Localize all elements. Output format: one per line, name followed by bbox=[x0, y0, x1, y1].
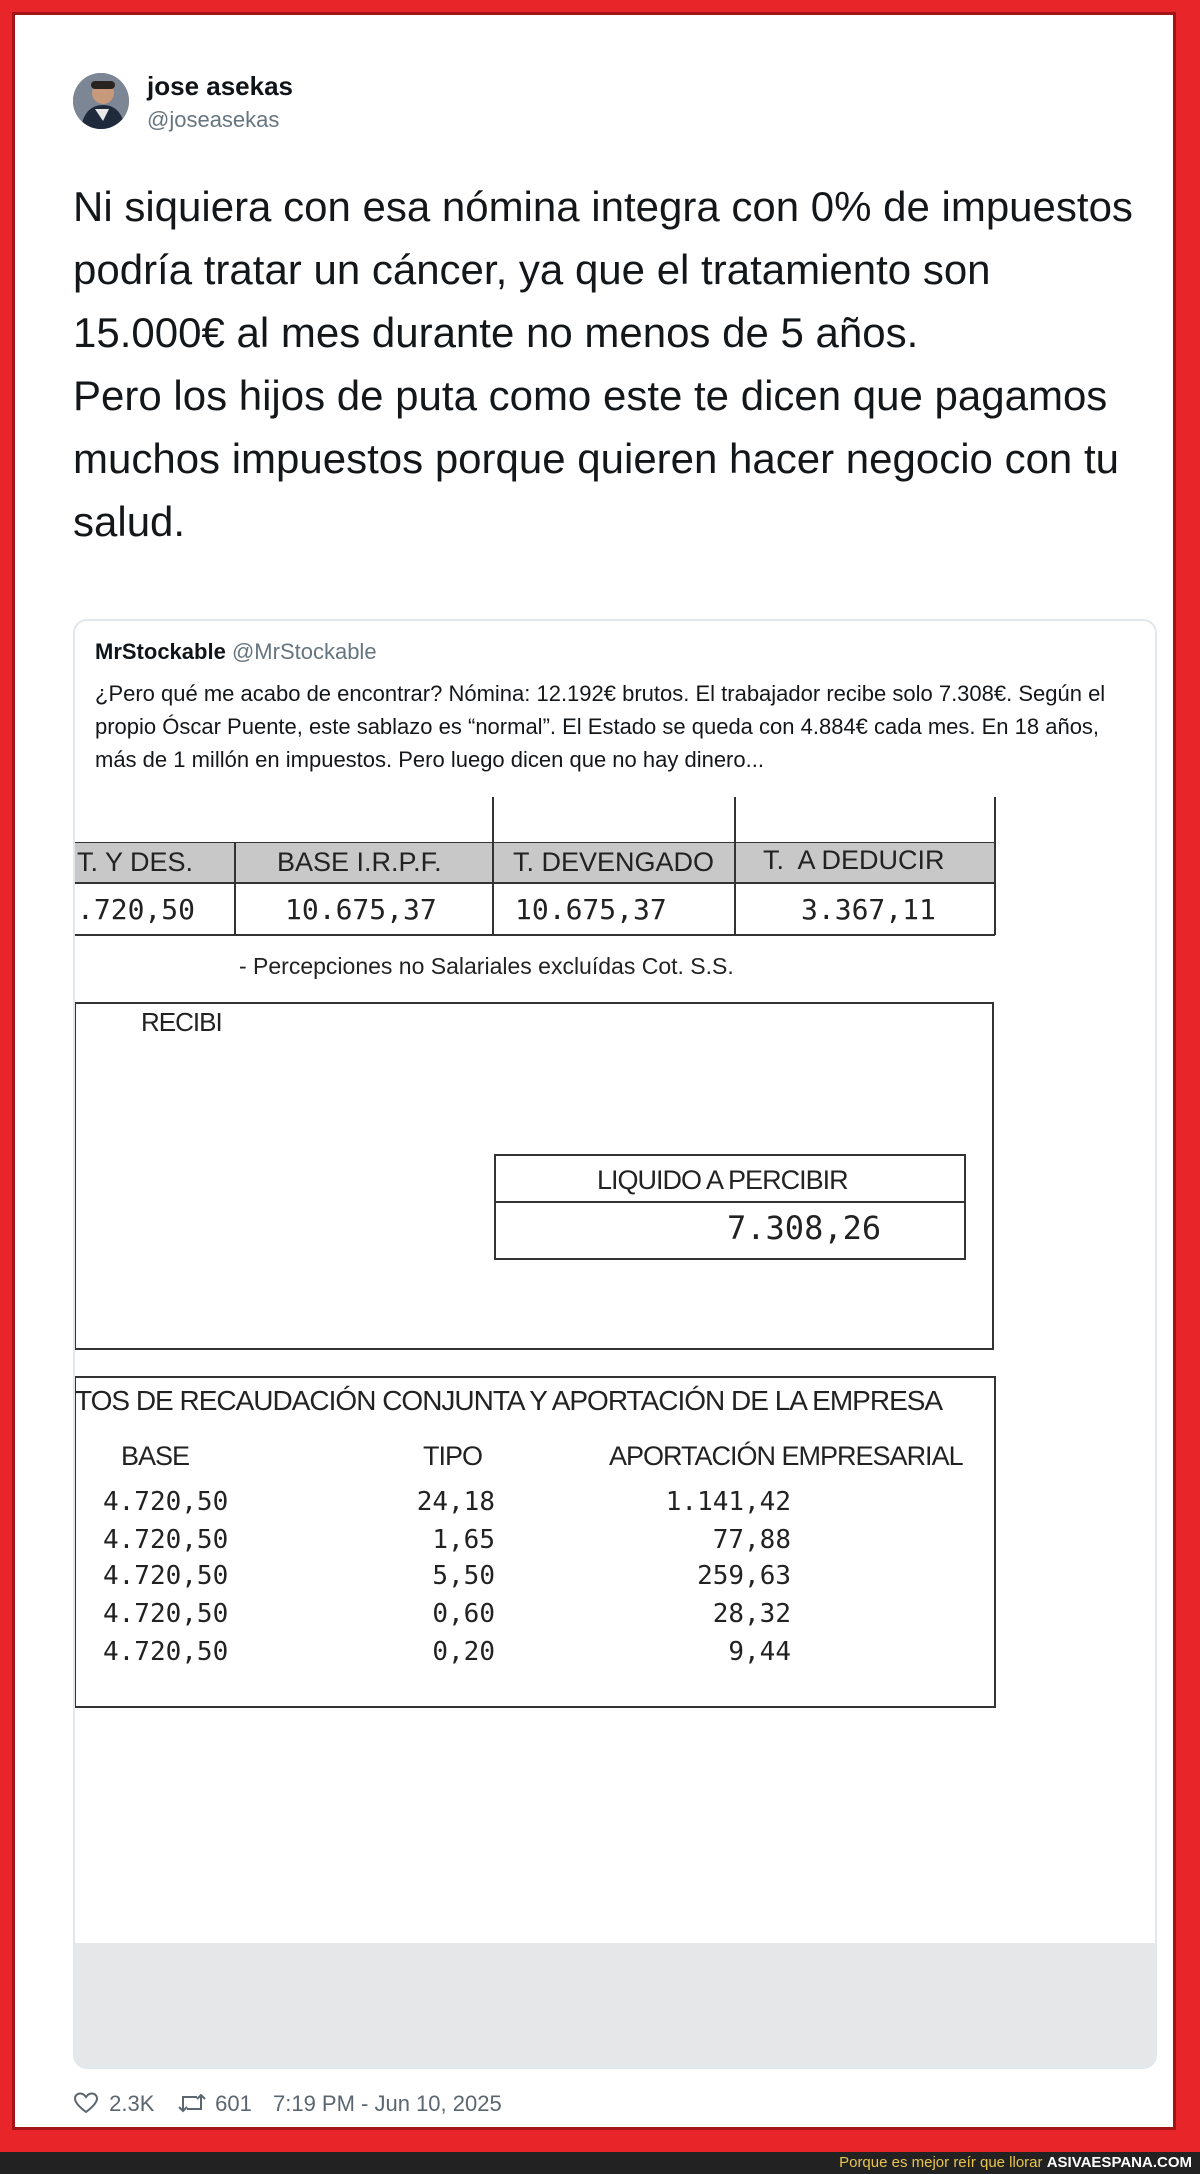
site-footer bbox=[0, 2152, 1200, 2174]
quoted-author-handle[interactable]: @MrStockable bbox=[231, 639, 377, 664]
row-1-tipo: 24,18 bbox=[416, 1487, 495, 1517]
row-1-aportacion: 1.141,42 bbox=[665, 1487, 791, 1517]
row-1-base: 4.720,50 bbox=[103, 1487, 229, 1517]
quoted-text: ¿Pero qué me acabo de encontrar? Nómina: 12.192€ brutos. El trabajador recibe solo 7.308€. Según el propio Óscar Puente, este sablazo es “normal”. El Estado se queda con 4.884€ cada mes. En 18 años, más de 1 millón en impuestos. Pero luego dicen que no hay dinero... bbox=[95, 681, 1106, 772]
like-button[interactable] bbox=[73, 2091, 154, 2117]
retweet-icon bbox=[177, 2091, 207, 2115]
value-t-devengado: 10.675,37 bbox=[515, 893, 667, 926]
header-base-irpf: BASE I.R.P.F. bbox=[277, 847, 442, 877]
row-3-tipo: 5,50 bbox=[432, 1561, 495, 1591]
row-5-base: 4.720,50 bbox=[103, 1637, 229, 1667]
tweet-paragraph: Pero los hijos de puta como este te dicen que pagamos muchos impuestos porque quieren hacer negocio con tu salud. bbox=[73, 372, 1119, 545]
value-t-a-deducir: 3.367,11 bbox=[801, 893, 936, 926]
tweet-text bbox=[73, 175, 1153, 553]
column-base: BASE bbox=[121, 1441, 190, 1471]
author-name[interactable]: jose asekas bbox=[147, 71, 294, 101]
footer-site-link[interactable]: ASIVAESPANA.COM bbox=[1046, 2154, 1192, 2171]
value-base-irpf: 10.675,37 bbox=[285, 893, 437, 926]
row-3-base: 4.720,50 bbox=[103, 1561, 229, 1591]
author-avatar[interactable] bbox=[73, 73, 129, 129]
heart-icon bbox=[73, 2091, 99, 2115]
liquido-label: LIQUIDO A PERCIBIR bbox=[597, 1165, 848, 1195]
row-5-aportacion: 9,44 bbox=[728, 1637, 791, 1667]
quoted-author-name[interactable]: MrStockable bbox=[95, 639, 226, 664]
row-2-tipo: 1,65 bbox=[432, 1525, 495, 1555]
retweet-button[interactable] bbox=[177, 2091, 252, 2117]
liquido-value: 7.308,26 bbox=[727, 1209, 882, 1247]
header-t-a-deducir: T. A DEDUCIR bbox=[763, 845, 945, 875]
row-4-base: 4.720,50 bbox=[103, 1599, 229, 1629]
footer-tagline: Porque es mejor reír que llorar bbox=[839, 2154, 1043, 2171]
tweet-timestamp[interactable]: 7:19 PM - Jun 10, 2025 bbox=[273, 2091, 502, 2116]
quoted-tweet[interactable] bbox=[73, 619, 1157, 2069]
quoted-header bbox=[95, 639, 377, 665]
tweet-paragraph: Ni siquiera con esa nómina integra con 0% de impuestos podría tratar un cáncer, ya que el tratamiento son 15.000€ al mes durante no menos de 5 años. bbox=[73, 183, 1133, 356]
row-4-tipo: 0,60 bbox=[432, 1599, 495, 1629]
retweet-count: 601 bbox=[215, 2091, 252, 2116]
row-2-base: 4.720,50 bbox=[103, 1525, 229, 1555]
author-handle[interactable]: @joseasekas bbox=[147, 107, 280, 132]
row-2-aportacion: 77,88 bbox=[712, 1525, 791, 1555]
column-tipo: TIPO bbox=[423, 1441, 483, 1471]
tweet-card bbox=[12, 12, 1176, 2130]
like-count: 2.3K bbox=[109, 2091, 155, 2116]
note-percepciones: - Percepciones no Salariales excluídas Cot. S.S. bbox=[239, 953, 734, 979]
header-t-devengado: T. DEVENGADO bbox=[513, 847, 715, 877]
avatar-image bbox=[73, 73, 129, 129]
header-t-y-des: T. Y DES. bbox=[77, 847, 194, 877]
recibi-label: RECIBI bbox=[141, 1007, 222, 1037]
row-5-tipo: 0,20 bbox=[432, 1637, 495, 1667]
row-4-aportacion: 28,32 bbox=[712, 1599, 791, 1629]
value-t-y-des: .720,50 bbox=[77, 893, 196, 926]
quoted-media-footer bbox=[75, 1943, 1157, 2069]
column-aportacion: APORTACIÓN EMPRESARIAL bbox=[609, 1441, 963, 1471]
section-title: TOS DE RECAUDACIÓN CONJUNTA Y APORTACIÓN DE LA EMPRESA bbox=[75, 1385, 943, 1416]
payslip-image[interactable] bbox=[75, 797, 1157, 1947]
row-3-aportacion: 259,63 bbox=[697, 1561, 791, 1591]
